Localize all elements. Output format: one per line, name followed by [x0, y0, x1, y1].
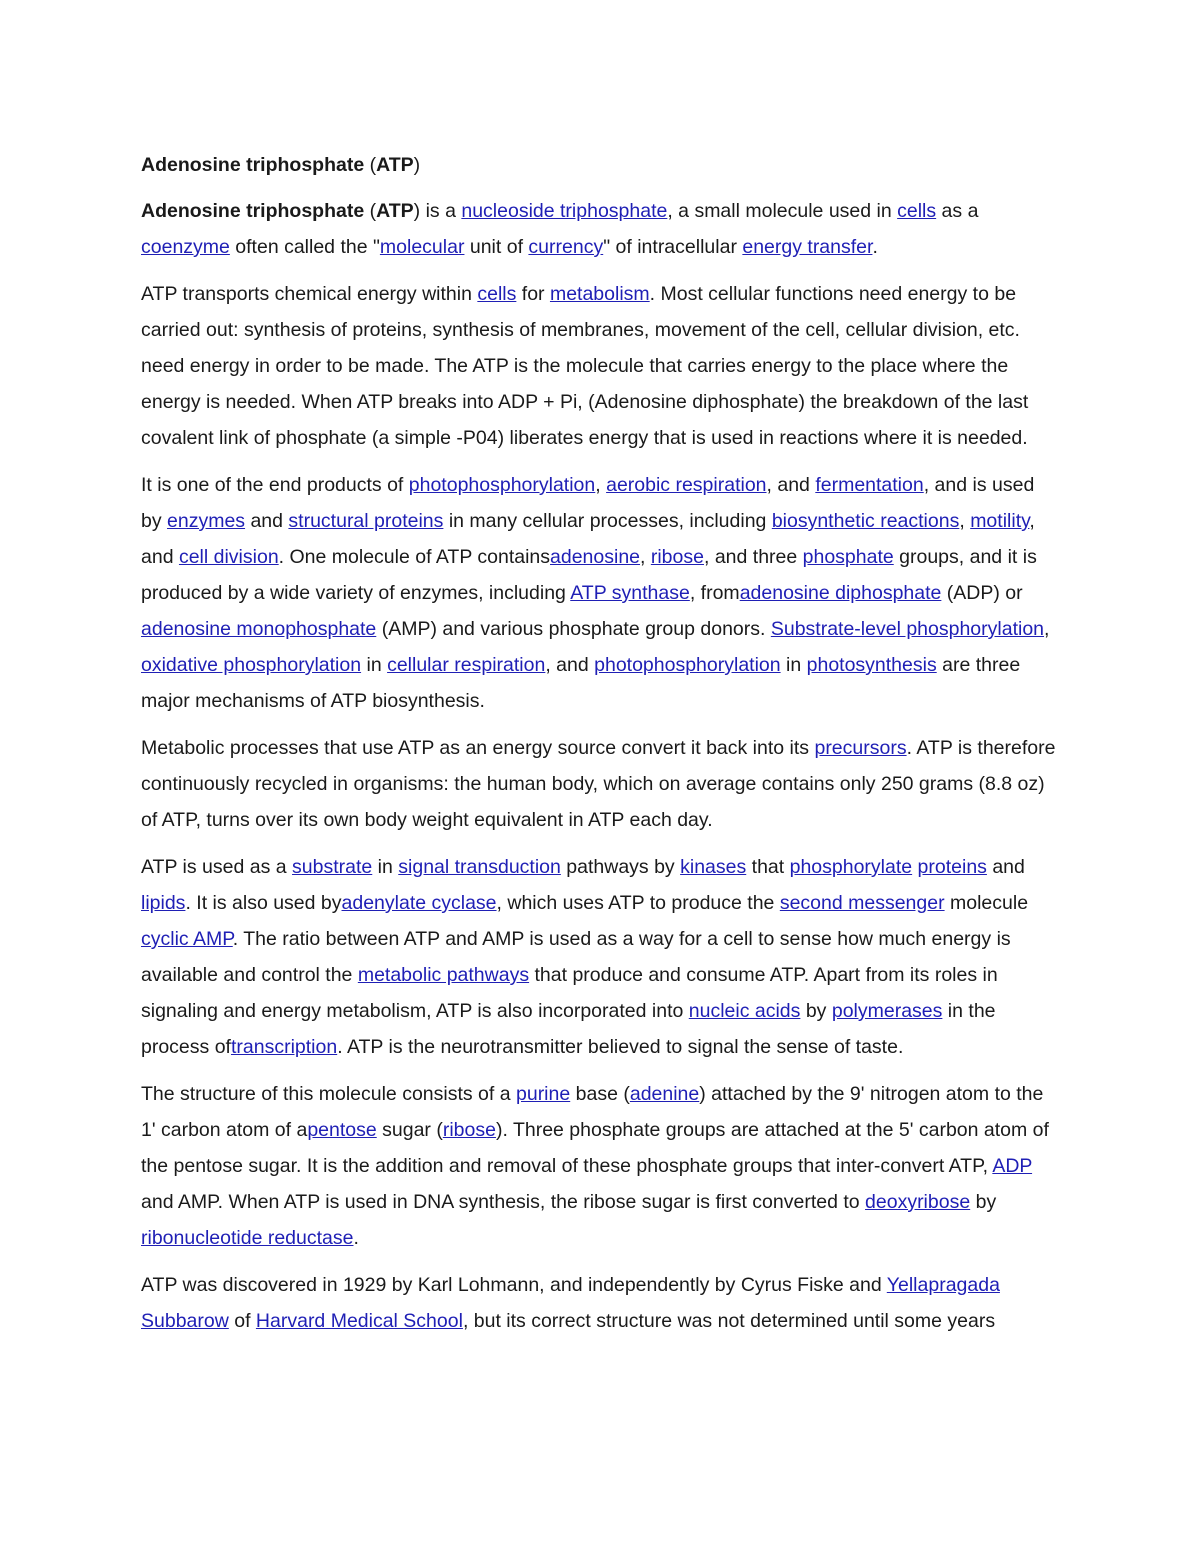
inline-link[interactable]: transcription: [230, 1036, 338, 1058]
text-run: Metabolic processes that use ATP as an energy source convert it back into its: [141, 737, 815, 759]
inline-link[interactable]: structural proteins: [288, 510, 444, 532]
inline-link[interactable]: polymerases: [831, 1000, 943, 1022]
text-run: . ATP is the neurotransmitter believed to signal the sense of taste.: [337, 1036, 904, 1058]
inline-link[interactable]: cell division: [178, 546, 279, 568]
text-run: , but its correct structure was not determined until some years: [462, 1310, 996, 1332]
paragraph: [141, 193, 1056, 265]
inline-link[interactable]: purine: [516, 1083, 571, 1105]
inline-link[interactable]: cells: [477, 283, 517, 305]
inline-link[interactable]: photophosphorylation: [408, 474, 596, 496]
text-run: and: [245, 510, 289, 532]
paragraph: [141, 1267, 1056, 1339]
text-run: ): [413, 154, 421, 176]
text-run: .: [872, 236, 878, 258]
text-run: base (: [570, 1083, 630, 1105]
inline-link[interactable]: adenine: [629, 1083, 700, 1105]
text-run: . Most cellular functions need energy to be carried out: synthesis of proteins, synthesis of membranes, movement of the cell, cellular division, etc. need energy in order to be made. The ATP is the molecule that carries energy to the place where the energy is needed. When ATP breaks into ADP + Pi, (Adenosine diphosphate) the breakdown of the last covalent link of phosphate (a simple -P04) liberates energy that is used in reactions where it is needed.: [141, 283, 1029, 449]
text-run: , and three: [703, 546, 803, 568]
text-run: unit of: [464, 236, 529, 258]
inline-link[interactable]: energy transfer: [742, 236, 873, 258]
text-run: . It is also used by: [185, 892, 342, 914]
text-run: ,: [595, 474, 607, 496]
inline-link[interactable]: ATP synthase: [570, 582, 690, 604]
text-run: molecule: [944, 892, 1029, 914]
text-run: It is one of the end products of: [141, 474, 409, 496]
document-title: [141, 149, 1056, 181]
bold-text: Adenosine triphosphate: [141, 154, 365, 176]
inline-link[interactable]: adenosine monophosphate: [141, 618, 377, 640]
text-run: by: [970, 1191, 997, 1213]
text-run: that: [746, 856, 790, 878]
inline-link[interactable]: adenylate cyclase: [341, 892, 497, 914]
text-run: , and: [545, 654, 595, 676]
inline-link[interactable]: molecular: [379, 236, 465, 258]
text-run: of: [228, 1310, 256, 1332]
text-run: , and: [766, 474, 816, 496]
inline-link[interactable]: lipids: [141, 892, 186, 914]
inline-link[interactable]: substrate: [292, 856, 373, 878]
inline-link[interactable]: oxidative phosphorylation: [141, 654, 362, 676]
inline-link[interactable]: motility: [970, 510, 1030, 532]
inline-link[interactable]: cellular respiration: [387, 654, 546, 676]
inline-link[interactable]: metabolism: [549, 283, 650, 305]
document-body: [141, 149, 1056, 1350]
inline-link[interactable]: photosynthesis: [806, 654, 937, 676]
text-run: for: [516, 283, 550, 305]
text-run: ). Three phosphate groups are attached at the 5' carbon atom of the pentose sugar. It is the addition and removal of these phosphate groups that inter-convert ATP,: [141, 1119, 1049, 1177]
inline-link[interactable]: nucleoside triphosphate: [461, 200, 668, 222]
inline-link[interactable]: Harvard Medical School: [255, 1310, 463, 1332]
paragraph: [141, 849, 1056, 1065]
text-run: ATP is used as a: [141, 856, 293, 878]
text-run: pathways by: [560, 856, 681, 878]
inline-link[interactable]: precursors: [814, 737, 907, 759]
text-run: .: [353, 1227, 359, 1249]
inline-link[interactable]: second messenger: [779, 892, 945, 914]
inline-link[interactable]: biosynthetic reactions: [771, 510, 960, 532]
text-run: , a small molecule used in: [667, 200, 898, 222]
text-run: (: [364, 200, 377, 222]
text-run: by: [800, 1000, 832, 1022]
inline-link[interactable]: kinases: [680, 856, 747, 878]
text-run: , which uses ATP to produce the: [496, 892, 780, 914]
text-run: that produce and consume ATP. Apart from its roles in signaling and energy metabolism, ATP is also incorporated into: [141, 964, 998, 1022]
text-run: . One molecule of ATP contains: [278, 546, 551, 568]
text-run: ATP was discovered in 1929 by Karl Lohmann, and independently by Cyrus Fiske and: [141, 1274, 887, 1296]
inline-link[interactable]: adenosine diphosphate: [739, 582, 942, 604]
text-run: and: [986, 856, 1025, 878]
text-run: in: [372, 856, 399, 878]
text-run: in: [361, 654, 388, 676]
inline-link[interactable]: nucleic acids: [688, 1000, 801, 1022]
inline-link[interactable]: ribose: [442, 1119, 496, 1141]
text-run: groups, and it is produced by a wide variety of enzymes, including: [141, 546, 1037, 604]
inline-link[interactable]: signal transduction: [398, 856, 561, 878]
text-run: ) is a: [413, 200, 462, 222]
text-run: , and: [141, 510, 1035, 568]
text-run: are three major mechanisms of ATP biosynthesis.: [141, 654, 1021, 712]
inline-link[interactable]: proteins: [917, 856, 987, 878]
inline-link[interactable]: coenzyme: [141, 236, 230, 258]
text-run: ,: [959, 510, 971, 532]
paragraph: [141, 276, 1056, 456]
inline-link[interactable]: enzymes: [167, 510, 246, 532]
inline-link[interactable]: cyclic AMP: [141, 928, 233, 950]
inline-link[interactable]: pentose: [307, 1119, 377, 1141]
inline-link[interactable]: photophosphorylation: [594, 654, 781, 676]
text-run: ) attached by the 9' nitrogen atom to the 1' carbon atom of a: [141, 1083, 1044, 1141]
text-run: , and is used by: [141, 474, 1035, 532]
bold-text: ATP: [376, 200, 414, 222]
text-run: . The ratio between ATP and AMP is used as a way for a cell to sense how much energy is available and control the: [141, 928, 1011, 986]
inline-link[interactable]: cells: [897, 200, 937, 222]
bold-text: ATP: [376, 154, 414, 176]
inline-link[interactable]: aerobic respiration: [606, 474, 767, 496]
inline-link[interactable]: fermentation: [815, 474, 924, 496]
paragraph-list: [141, 193, 1056, 1339]
text-run: ,: [1044, 618, 1050, 640]
text-run: (: [364, 154, 377, 176]
inline-link[interactable]: metabolic pathways: [357, 964, 530, 986]
inline-link[interactable]: ribonucleotide reductase: [141, 1227, 354, 1249]
text-run: in the process of: [141, 1000, 996, 1058]
text-run: , from: [689, 582, 740, 604]
inline-link[interactable]: Substrate-level phosphorylation: [770, 618, 1045, 640]
text-run: as a: [936, 200, 979, 222]
text-run: sugar (: [376, 1119, 443, 1141]
inline-link[interactable]: ADP: [992, 1155, 1033, 1177]
inline-link[interactable]: adenosine: [550, 546, 641, 568]
inline-link[interactable]: currency: [528, 236, 604, 258]
inline-link[interactable]: deoxyribose: [865, 1191, 971, 1213]
paragraph: [141, 1076, 1056, 1256]
text-run: often called the ": [229, 236, 380, 258]
text-run: " of intracellular: [603, 236, 743, 258]
text-run: . ATP is therefore continuously recycled in organisms: the human body, which on average contains only 250 grams (8.8 oz) of ATP, turns over its own body weight equivalent in ATP each day.: [141, 737, 1056, 831]
inline-link[interactable]: Yellapragada Subbarow: [141, 1274, 1000, 1332]
bold-text: Adenosine triphosphate: [141, 200, 365, 222]
text-run: ATP transports chemical energy within: [141, 283, 478, 305]
text-run: (ADP) or: [941, 582, 1023, 604]
text-run: in many cellular processes, including: [443, 510, 772, 532]
text-run: ,: [640, 546, 651, 568]
inline-link[interactable]: phosphate: [802, 546, 894, 568]
inline-link[interactable]: phosphorylate: [789, 856, 913, 878]
text-run: and AMP. When ATP is used in DNA synthesis, the ribose sugar is first converted to: [141, 1191, 866, 1213]
text-run: (AMP) and various phosphate group donors.: [376, 618, 771, 640]
inline-link[interactable]: ribose: [650, 546, 704, 568]
text-run: The structure of this molecule consists of a: [141, 1083, 516, 1105]
paragraph: [141, 467, 1056, 719]
text-run: in: [780, 654, 807, 676]
paragraph: [141, 730, 1056, 838]
